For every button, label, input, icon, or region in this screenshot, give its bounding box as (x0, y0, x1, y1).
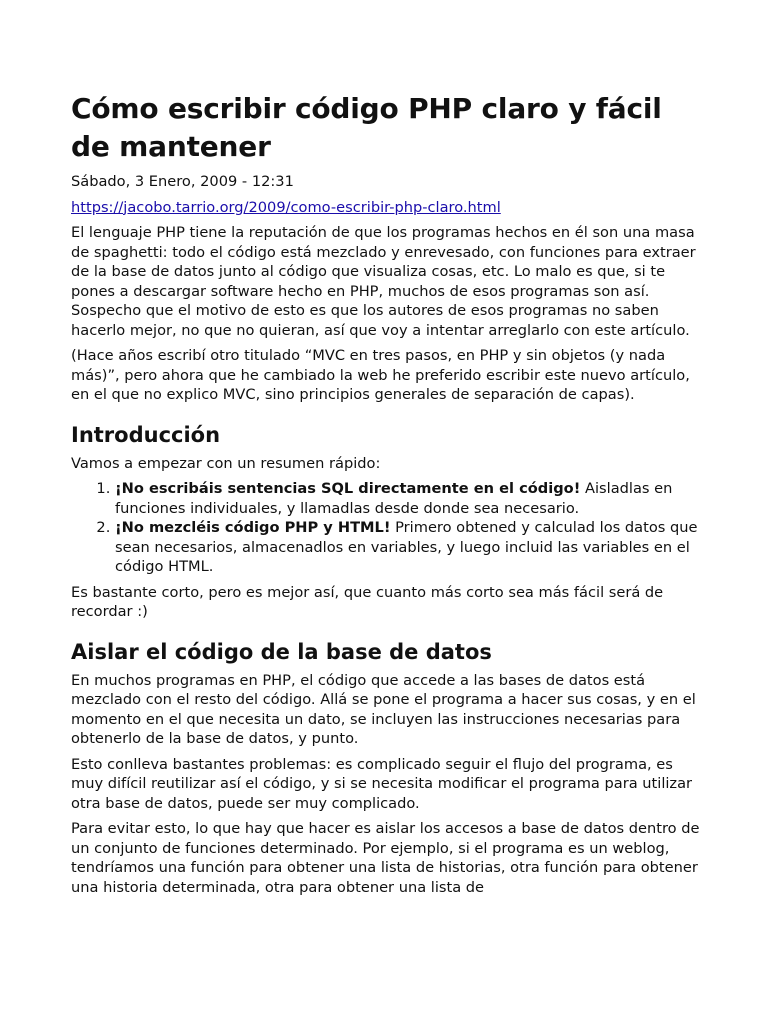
list-item-text: Aisladlas en funciones individuales, y llamadlas desde donde sea necesario. (115, 480, 673, 517)
article (71, 90, 701, 903)
article-title: Cómo escribir código PHP claro y fácil de mantener (71, 92, 662, 163)
article-url-link[interactable]: https://jacobo.tarrio.org/2009/como-escribir-php-claro.html (71, 198, 501, 216)
section-lead: Vamos a empezar con un resumen rápido: (71, 454, 381, 472)
section2-paragraph-1: En muchos programas en PHP, el código que accede a las bases de datos está mezclado con el resto del código. Allá se pone el programa a hacer sus cosas, y en el momento en el que necesita un dato, se incluyen las instrucciones necesarias para obtenerlo de la base de datos, y punto. (71, 671, 696, 747)
section2-paragraph-2: Esto conlleva bastantes problemas: es complicado seguir el flujo del programa, es muy difícil reutilizar así el código, y si se necesita modificar el programa para utilizar otra base de datos, puede ser muy complicado. (71, 755, 693, 812)
list-item-bold: ¡No escribáis sentencias SQL directamente en el código! (115, 480, 581, 497)
list-item (115, 518, 701, 577)
article-date: Sábado, 3 Enero, 2009 - 12:31 (71, 173, 294, 190)
intro-paragraph-2: (Hace años escribí otro titulado “MVC en tres pasos, en PHP y sin objetos (y nada más)”, pero ahora que he cambiado la web he preferido escribir este nuevo artículo, en el que no explico MVC, sino principios generales de separación de capas). (71, 347, 690, 403)
section2-paragraph-3: Para evitar esto, lo que hay que hacer es aislar los accesos a base de datos dentro de un conjunto de funciones determinado. Por ejemplo, si el programa es un weblog, tendríamos una función para obtener una lista de historias, otra función para obtener una historia determinada, otra para obtener una lista de (71, 820, 700, 896)
summary-list (71, 479, 701, 577)
list-item (115, 479, 701, 518)
list-item-bold: ¡No mezcléis código PHP y HTML! (115, 519, 391, 536)
section-heading-introduccion: Introducción (71, 422, 221, 447)
section-heading-aislar: Aislar el código de la base de datos (71, 639, 492, 664)
list-item-text: Primero obtened y calculad los datos que sean necesarios, almacenadlos en variables, y luego incluid las variables en el código HTML. (115, 519, 698, 575)
section-closing: Es bastante corto, pero es mejor así, que cuanto más corto sea más fácil será de recordar :) (71, 583, 664, 620)
intro-paragraph-1: El lenguaje PHP tiene la reputación de que los programas hechos en él son una masa de spaghetti: todo el código está mezclado y enrevesado, con funciones para extraer de la base de datos junto al código que visualiza cosas, etc. Lo malo es que, si te pones a descargar software hecho en PHP, muchos de esos programas son así. Sospecho que el motivo de esto es que los autores de esos programas no saben hacerlo mejor, no que no quieran, así que voy a intentar arreglarlo con este artículo. (71, 224, 696, 339)
